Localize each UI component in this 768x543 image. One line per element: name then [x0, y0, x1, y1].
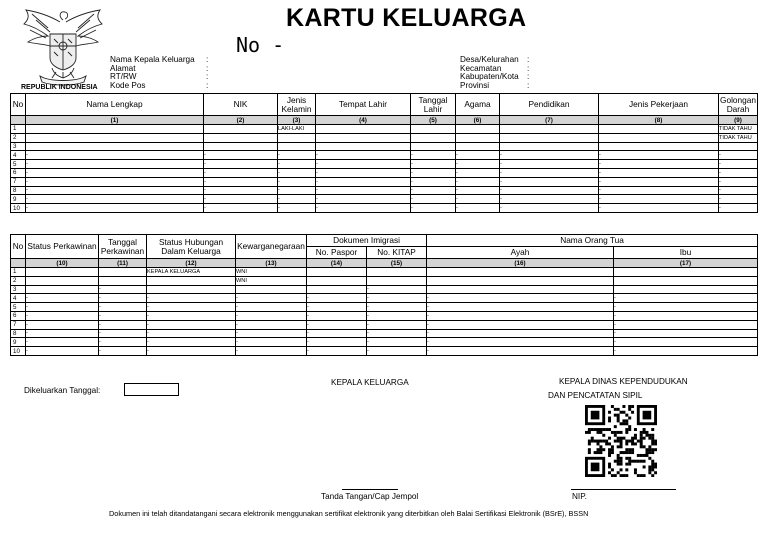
table-cell — [500, 125, 599, 134]
table-cell: - — [456, 177, 500, 186]
table-cell: - — [26, 338, 99, 347]
table-cell — [26, 276, 99, 285]
table-cell: - — [204, 177, 278, 186]
column-number: (8) — [599, 116, 719, 125]
column-number: (14) — [307, 259, 367, 268]
table-cell: - — [26, 311, 99, 320]
table-row — [11, 204, 758, 213]
table-cell: - — [367, 294, 427, 303]
table-cell: - — [147, 347, 236, 356]
table-cell: - — [236, 294, 307, 303]
table-cell: - — [147, 294, 236, 303]
family-status-table — [10, 234, 758, 356]
table-cell: - — [500, 186, 599, 195]
table-cell — [427, 268, 614, 277]
table-cell — [599, 133, 719, 142]
table-cell — [316, 142, 411, 151]
column-number: (1) — [26, 116, 204, 125]
table-cell: - — [719, 160, 758, 169]
table-cell: - — [307, 311, 367, 320]
column-number: (7) — [500, 116, 599, 125]
table-cell — [500, 142, 599, 151]
left-header-colons — [206, 56, 208, 90]
table-cell: - — [316, 177, 411, 186]
table-cell: - — [26, 294, 99, 303]
field-label-kode-pos: Kode Pos — [110, 80, 146, 90]
row-number: 2 — [11, 133, 26, 142]
table-cell: - — [307, 338, 367, 347]
row-number: 2 — [11, 276, 26, 285]
row-number: 10 — [11, 347, 26, 356]
table-cell: - — [278, 204, 316, 213]
table-cell: - — [278, 186, 316, 195]
table-cell — [26, 133, 204, 142]
table-cell: - — [26, 204, 204, 213]
table-cell — [99, 276, 147, 285]
column-number: (3) — [278, 116, 316, 125]
table-cell — [367, 276, 427, 285]
field-label-kecamatan: Kecamatan — [460, 63, 502, 73]
table-cell: TIDAK TAHU — [719, 133, 758, 142]
table-cell — [278, 142, 316, 151]
table-cell: - — [500, 168, 599, 177]
table-cell — [614, 276, 758, 285]
header-jenis-kelamin: Jenis Kelamin — [278, 94, 316, 116]
table-cell: - — [26, 347, 99, 356]
table-cell: - — [500, 160, 599, 169]
field-label-alamat: Alamat — [110, 63, 136, 73]
header-no: No — [11, 94, 26, 116]
field-colon: : — [206, 63, 209, 73]
table-row — [11, 195, 758, 204]
row-number: 8 — [11, 186, 26, 195]
row-number: 10 — [11, 204, 26, 213]
field-colon: : — [206, 55, 209, 64]
country-label: REPUBLIK INDONESIA — [21, 84, 98, 91]
table-cell: - — [719, 151, 758, 160]
field-colon: : — [527, 80, 530, 90]
table-cell: - — [236, 311, 307, 320]
header-agama: Agama — [456, 94, 500, 116]
table-row — [11, 303, 758, 312]
table-cell: - — [236, 329, 307, 338]
table-cell — [204, 142, 278, 151]
table-cell: - — [500, 177, 599, 186]
table-cell: - — [599, 177, 719, 186]
column-number: (11) — [99, 259, 147, 268]
signature-line — [342, 489, 398, 490]
family-members-table — [10, 93, 758, 213]
table-cell: - — [204, 168, 278, 177]
field-label-nama-kepala-keluarga: Nama Kepala Keluarga — [110, 55, 195, 64]
table-cell: - — [456, 151, 500, 160]
table-cell: - — [599, 195, 719, 204]
table-cell: - — [614, 303, 758, 312]
table-row — [11, 294, 758, 303]
nip-label: NIP. — [572, 492, 587, 501]
table-cell: - — [316, 195, 411, 204]
table-cell: - — [236, 303, 307, 312]
field-label-rt-rw: RT/RW — [110, 72, 137, 82]
table-cell: - — [147, 311, 236, 320]
header-status-hubungan: Status Hubungan Dalam Keluarga — [147, 235, 236, 259]
table-row — [11, 338, 758, 347]
table-cell — [204, 133, 278, 142]
table-cell: - — [411, 177, 456, 186]
table-cell: - — [614, 311, 758, 320]
header-nama-orang-tua: Nama Orang Tua — [427, 235, 758, 247]
table-cell: - — [307, 303, 367, 312]
column-number: (10) — [26, 259, 99, 268]
table-cell — [456, 125, 500, 134]
column-number: (15) — [367, 259, 427, 268]
table-cell: - — [411, 186, 456, 195]
table-cell — [500, 133, 599, 142]
table-cell: - — [427, 320, 614, 329]
row-number: 6 — [11, 311, 26, 320]
field-colon: : — [206, 80, 209, 90]
table-cell: - — [456, 204, 500, 213]
table-cell: - — [427, 338, 614, 347]
table-cell — [204, 125, 278, 134]
row-number: 7 — [11, 320, 26, 329]
table2-header-row-top — [11, 235, 758, 247]
header-tanggal-perkawinan: Tanggal Perkawinan — [99, 235, 147, 259]
table-cell — [411, 125, 456, 134]
table-cell: - — [599, 151, 719, 160]
table-cell: - — [278, 168, 316, 177]
column-number: (9) — [719, 116, 758, 125]
table-cell: - — [427, 303, 614, 312]
table-cell: - — [26, 320, 99, 329]
column-number: (16) — [427, 259, 614, 268]
header-dokumen-imigrasi: Dokumen Imigrasi — [307, 235, 427, 247]
table-row — [11, 320, 758, 329]
table-row — [11, 142, 758, 151]
table-cell: - — [411, 168, 456, 177]
table-cell — [456, 142, 500, 151]
field-colon: : — [527, 72, 530, 82]
table-cell — [456, 133, 500, 142]
table-cell: - — [147, 329, 236, 338]
header-nik: NIK — [204, 94, 278, 116]
table-cell — [26, 125, 204, 134]
field-label-provinsi: Provinsi — [460, 80, 490, 90]
table-cell — [147, 276, 236, 285]
column-number: (13) — [236, 259, 307, 268]
table-cell: - — [26, 329, 99, 338]
table-cell: - — [236, 320, 307, 329]
table-cell: - — [26, 195, 204, 204]
row-number: 5 — [11, 160, 26, 169]
table-cell — [411, 133, 456, 142]
table-cell — [147, 285, 236, 294]
table-row — [11, 133, 758, 142]
table-cell: - — [147, 320, 236, 329]
table-cell: - — [367, 320, 427, 329]
field-colon: : — [527, 63, 530, 73]
table-cell: - — [367, 347, 427, 356]
kepala-keluarga-label: KEPALA KELUARGA — [331, 378, 409, 387]
row-number: 1 — [11, 268, 26, 277]
table-cell: - — [614, 329, 758, 338]
table-cell: - — [204, 160, 278, 169]
table-cell: - — [26, 168, 204, 177]
table-cell: - — [614, 294, 758, 303]
header-golongan-darah: Golongan Darah — [720, 94, 756, 114]
table-row — [11, 311, 758, 320]
table-cell: - — [278, 151, 316, 160]
kepala-dinas-label: KEPALA DINAS KEPENDUDUKAN — [559, 377, 688, 386]
table-cell: - — [500, 151, 599, 160]
right-header-colons — [527, 56, 529, 90]
table-cell — [427, 285, 614, 294]
right-header-fields — [460, 56, 519, 90]
table-cell: - — [204, 186, 278, 195]
document-number: No - — [236, 33, 285, 57]
table-cell: - — [614, 338, 758, 347]
table-cell: - — [307, 294, 367, 303]
table-cell — [367, 268, 427, 277]
header-no-paspor: No. Paspor — [307, 247, 367, 259]
table-cell: - — [99, 294, 147, 303]
table-cell: - — [411, 160, 456, 169]
table-cell — [236, 285, 307, 294]
field-colon: : — [527, 55, 530, 64]
row-number: 3 — [11, 285, 26, 294]
table-cell: WNI — [236, 276, 307, 285]
column-number: (17) — [614, 259, 758, 268]
row-number: 4 — [11, 151, 26, 160]
table-cell — [26, 142, 204, 151]
table-cell: - — [316, 204, 411, 213]
table-cell: - — [236, 347, 307, 356]
table-cell: - — [456, 160, 500, 169]
column-number: (6) — [456, 116, 500, 125]
row-number: 7 — [11, 177, 26, 186]
table-cell: - — [427, 347, 614, 356]
table-cell — [614, 268, 758, 277]
table-cell: - — [26, 186, 204, 195]
column-number: (5) — [411, 116, 456, 125]
table-cell: LAKI-LAKI — [278, 125, 316, 134]
row-number: 1 — [11, 125, 26, 134]
table-cell: - — [500, 195, 599, 204]
table-cell — [26, 268, 99, 277]
table-cell: - — [456, 195, 500, 204]
table-cell: - — [99, 311, 147, 320]
table-row — [11, 125, 758, 134]
table-cell: - — [614, 347, 758, 356]
header-pendidikan: Pendidikan — [500, 94, 599, 116]
table-cell — [614, 285, 758, 294]
table-cell: - — [599, 204, 719, 213]
table-cell: - — [427, 311, 614, 320]
table-cell: - — [719, 177, 758, 186]
header-no-kitap: No. KITAP — [367, 247, 427, 259]
table-cell: - — [99, 338, 147, 347]
table-cell — [26, 285, 99, 294]
column-number: (4) — [316, 116, 411, 125]
table-cell: - — [599, 186, 719, 195]
field-colon: : — [206, 72, 209, 82]
table-cell: - — [411, 204, 456, 213]
issued-date-field[interactable] — [124, 383, 179, 396]
table-cell: - — [99, 347, 147, 356]
table-cell: - — [427, 329, 614, 338]
header-kewarganegaraan: Kewarganegaraan — [236, 235, 307, 259]
table-row — [11, 177, 758, 186]
table-cell: - — [367, 338, 427, 347]
table-cell — [307, 285, 367, 294]
table-row — [11, 186, 758, 195]
table-cell: - — [147, 338, 236, 347]
table2-column-number-row — [11, 259, 758, 268]
row-number: 6 — [11, 168, 26, 177]
table-cell — [427, 276, 614, 285]
table-cell: - — [427, 294, 614, 303]
table-cell: - — [367, 303, 427, 312]
header-ibu: Ibu — [614, 247, 758, 259]
table-cell — [411, 142, 456, 151]
table-cell — [99, 268, 147, 277]
field-label-desa-kelurahan: Desa/Kelurahan — [460, 55, 519, 64]
table-cell: - — [307, 329, 367, 338]
row-number: 9 — [11, 195, 26, 204]
header-ayah: Ayah — [427, 247, 614, 259]
table-cell: - — [278, 177, 316, 186]
document-title: KARTU KELUARGA — [286, 4, 527, 32]
table-cell: - — [614, 320, 758, 329]
column-number: (2) — [204, 116, 278, 125]
table-cell: - — [367, 329, 427, 338]
table-cell: - — [236, 338, 307, 347]
table-cell — [316, 133, 411, 142]
row-number: 8 — [11, 329, 26, 338]
table-cell — [307, 276, 367, 285]
table-cell: KEPALA KELUARGA — [147, 268, 236, 277]
table1-header-row — [11, 94, 758, 116]
row-number: 3 — [11, 142, 26, 151]
table-row — [11, 268, 758, 277]
table-cell: - — [99, 285, 147, 294]
table-row — [11, 329, 758, 338]
table-cell: - — [204, 195, 278, 204]
header-tempat-lahir: Tempat Lahir — [316, 94, 411, 116]
table-cell: - — [26, 160, 204, 169]
table-cell: - — [316, 168, 411, 177]
table-cell — [599, 142, 719, 151]
table-row — [11, 347, 758, 356]
qr-code-icon — [585, 405, 657, 477]
garuda-emblem-icon — [20, 6, 106, 90]
header-status-perkawinan: Status Perkawinan — [26, 235, 99, 259]
table-cell: - — [99, 320, 147, 329]
table-cell: - — [719, 186, 758, 195]
table-cell: - — [26, 177, 204, 186]
column-number: (12) — [147, 259, 236, 268]
table-row — [11, 168, 758, 177]
table-cell: - — [456, 186, 500, 195]
row-number: 5 — [11, 303, 26, 312]
table-cell — [719, 142, 758, 151]
table1-column-number-row — [11, 116, 758, 125]
table-cell: - — [204, 151, 278, 160]
signature-label: Tanda Tangan/Cap Jempol — [321, 492, 419, 501]
header-jenis-pekerjaan: Jenis Pekerjaan — [599, 94, 719, 116]
table-cell: - — [278, 160, 316, 169]
table-cell: - — [307, 347, 367, 356]
table-cell: - — [456, 168, 500, 177]
table-cell — [278, 133, 316, 142]
table-cell: - — [278, 195, 316, 204]
nip-line — [571, 489, 676, 490]
table-cell: - — [99, 303, 147, 312]
table-cell: - — [204, 204, 278, 213]
column-number — [11, 116, 26, 125]
column-number — [11, 259, 26, 268]
table-cell: - — [411, 195, 456, 204]
table-cell — [599, 125, 719, 134]
table-cell: - — [307, 320, 367, 329]
table-row — [11, 151, 758, 160]
header-nama-lengkap: Nama Lengkap — [26, 94, 204, 116]
table-row — [11, 276, 758, 285]
table-cell: - — [411, 151, 456, 160]
table-cell: WNI — [236, 268, 307, 277]
field-label-kabupaten-kota: Kabupaten/Kota — [460, 72, 519, 82]
table-cell — [307, 268, 367, 277]
header-tanggal-lahir: Tanggal Lahir — [411, 94, 456, 116]
table-cell: - — [316, 160, 411, 169]
header-no: No — [11, 235, 26, 259]
table-cell: - — [599, 168, 719, 177]
table-row — [11, 285, 758, 294]
table-cell: - — [316, 151, 411, 160]
table-cell: - — [99, 329, 147, 338]
table-cell: - — [316, 186, 411, 195]
issued-date-label: Dikeluarkan Tanggal: — [24, 386, 101, 395]
table-row — [11, 160, 758, 169]
table-cell: - — [599, 160, 719, 169]
table-cell: - — [719, 168, 758, 177]
left-header-fields — [110, 56, 195, 90]
table-cell: - — [26, 303, 99, 312]
row-number: 9 — [11, 338, 26, 347]
table-cell: - — [719, 195, 758, 204]
table-cell — [316, 125, 411, 134]
pencatatan-sipil-label: DAN PENCATATAN SIPIL — [548, 391, 643, 400]
row-number: 4 — [11, 294, 26, 303]
table-cell: TIDAK TAHU — [719, 125, 758, 134]
table-cell: - — [719, 204, 758, 213]
table-cell: - — [367, 285, 427, 294]
electronic-signature-disclaimer: Dokumen ini telah ditandatangani secara elektronik menggunakan sertifikat elektronik yang diterbitkan oleh Balai Sertifikasi Elektronik (BSrE), BSSN — [109, 509, 589, 518]
table-cell: - — [147, 303, 236, 312]
table-cell: - — [500, 204, 599, 213]
table-cell: - — [367, 311, 427, 320]
table-cell: - — [26, 151, 204, 160]
